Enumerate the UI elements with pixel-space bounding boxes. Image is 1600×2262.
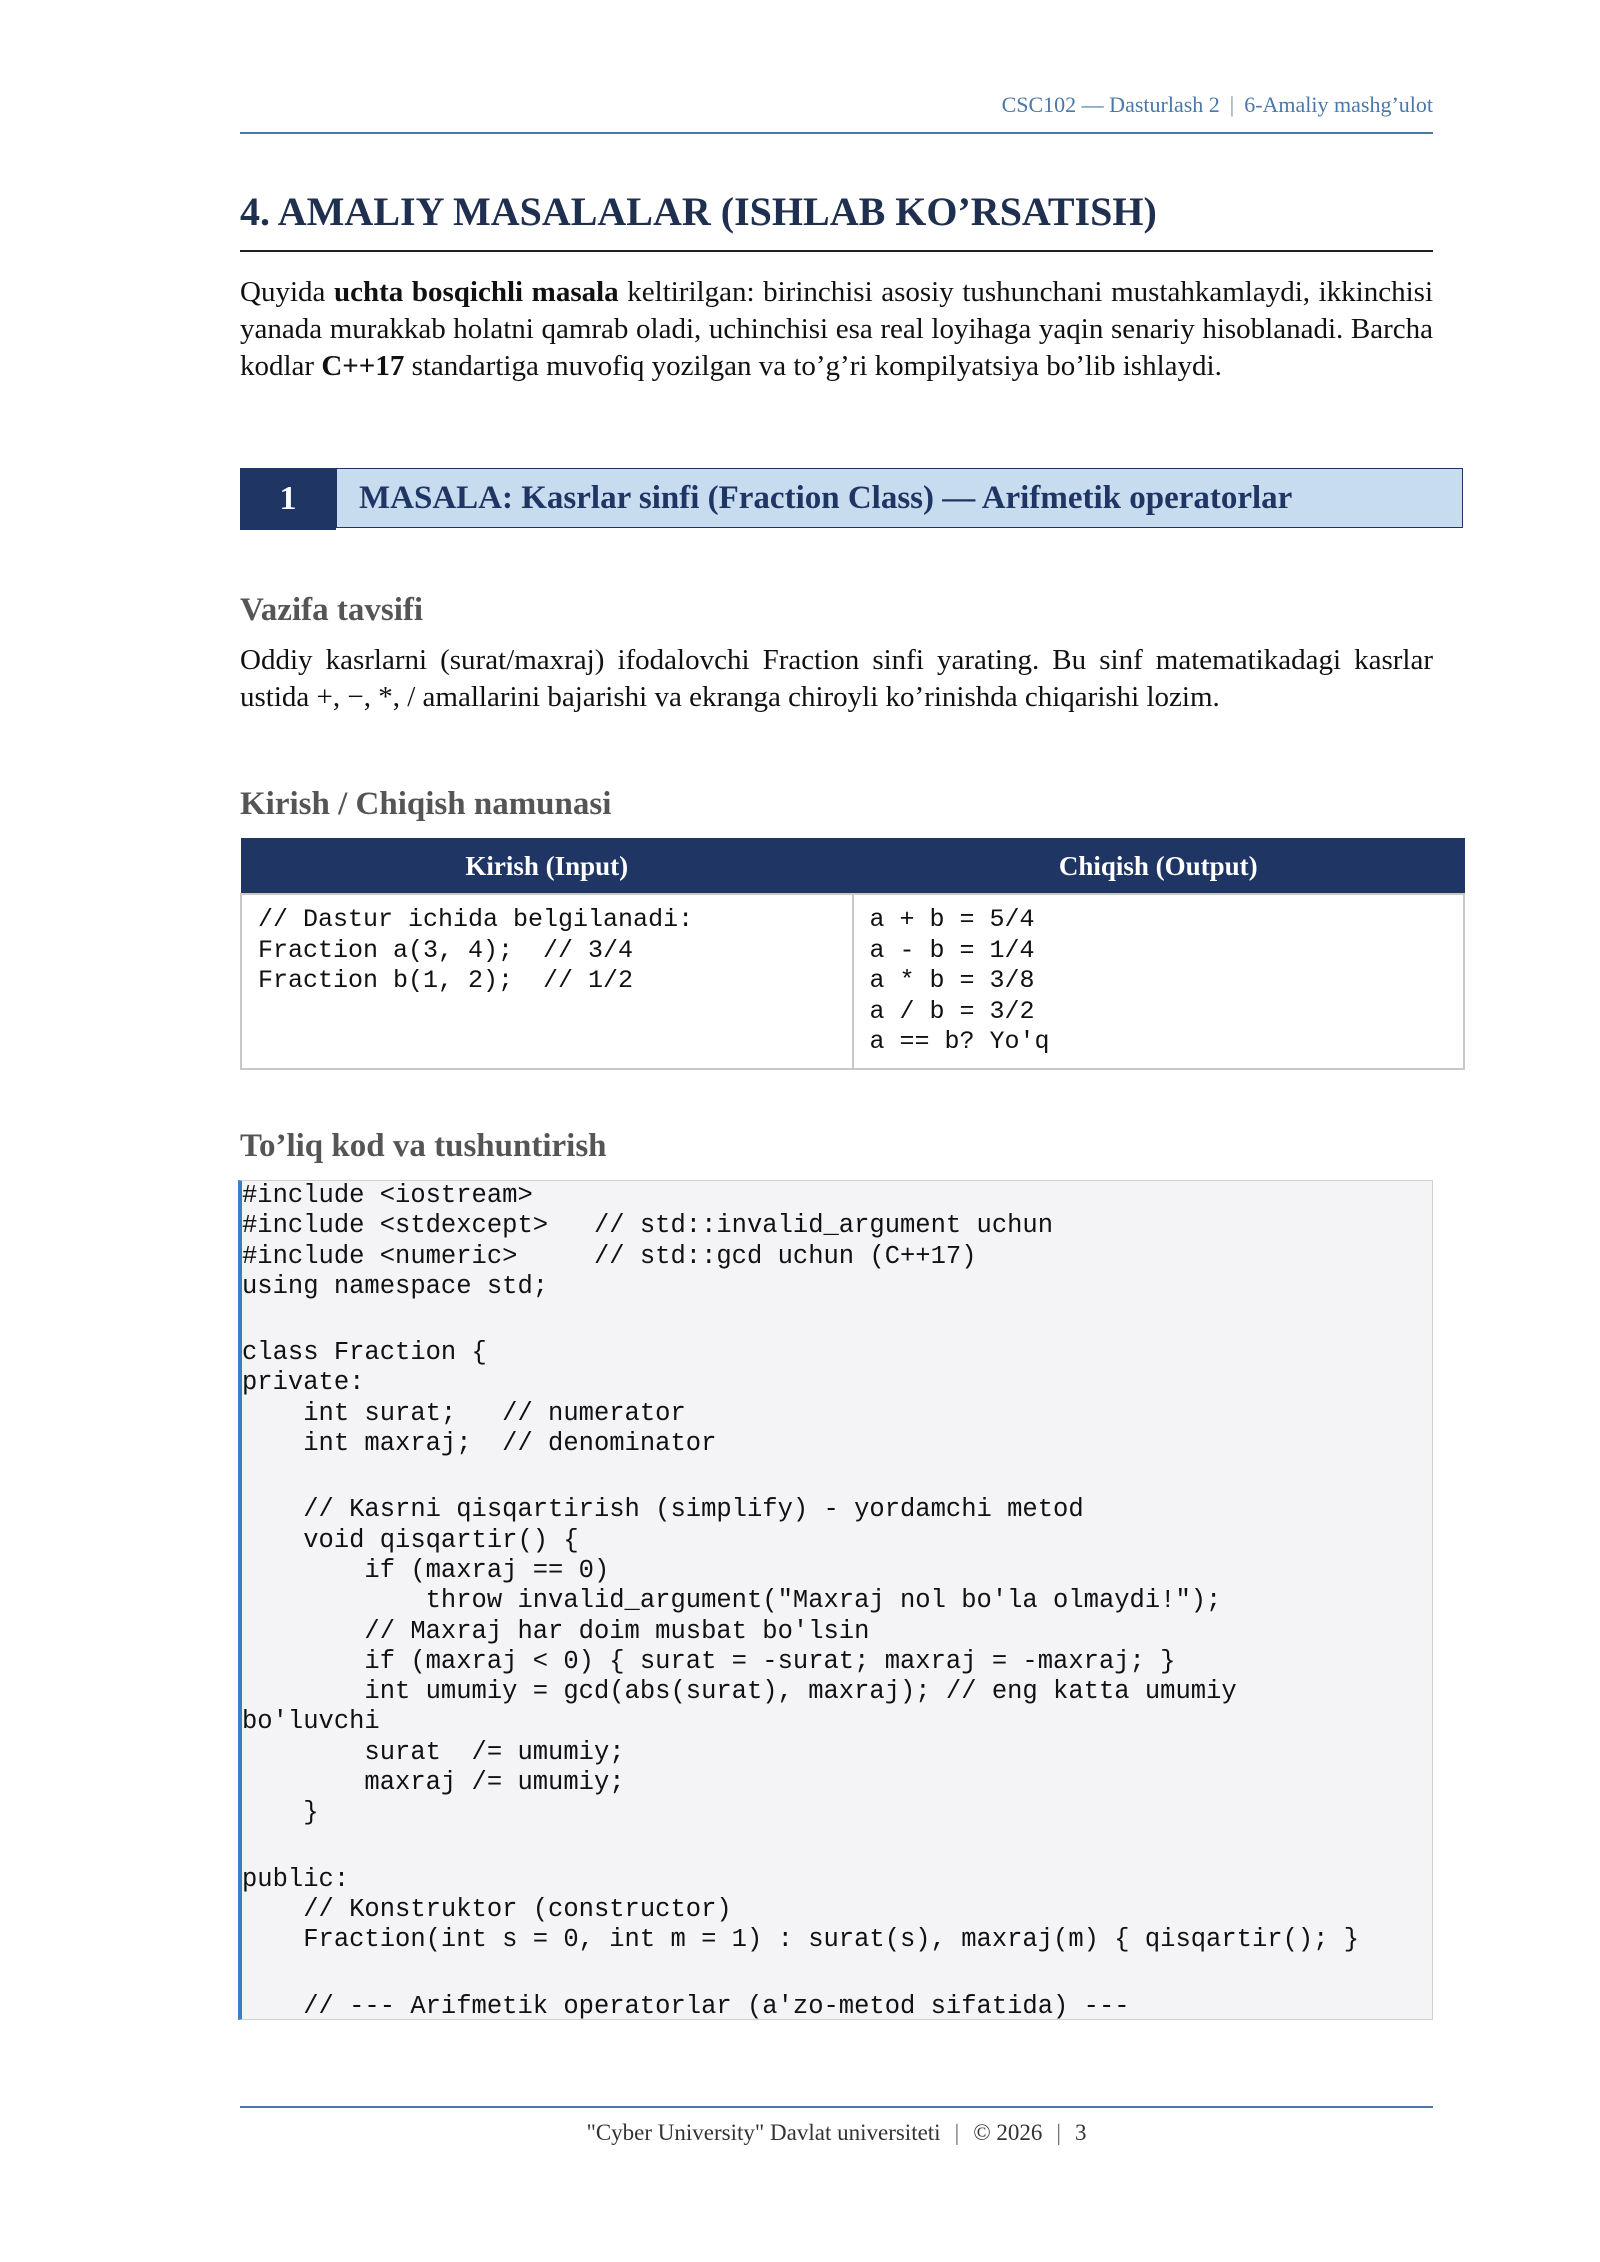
header-rule [240, 132, 1433, 134]
output-code: a + b = 5/4 a - b = 1/4 a * b = 3/8 a / b = 3/2 a == b? Yo'q [869, 905, 1050, 1056]
code-line: // Konstruktor (constructor) [242, 1894, 732, 1924]
footer-university: "Cyber University" Davlat universiteti [586, 2120, 941, 2145]
intro-bold-1: uchta bosqichli masala [333, 276, 619, 308]
code-block [242, 1181, 1432, 2020]
code-line: // Maxraj har doim musbat bo'lsin [242, 1616, 870, 1646]
running-header [240, 92, 1433, 118]
intro-text-2: keltirilgan: birinchisi asosiy tushunchani mustahkamlaydi, ikkinchisi yanada murakkab holatni qamrab oladi, uchinchisi esa real loyihaga yaqin senariy hisoblanadi. Barcha kodlar [240, 276, 1433, 382]
footer-separator: | [954, 2120, 960, 2145]
page-number: 3 [1075, 2120, 1087, 2145]
code-line: void qisqartir() { [242, 1525, 579, 1555]
page-footer [240, 2120, 1433, 2146]
code-line: // --- Arifmetik operatorlar (a'zo-metod sifatida) --- [242, 1991, 1130, 2020]
footer-rule [240, 2106, 1433, 2108]
code-listing [238, 1180, 1433, 2020]
code-line: #include <numeric> // std::gcd uchun (C++17) [242, 1241, 977, 1271]
io-sample-table [240, 838, 1465, 1070]
code-line [242, 1956, 1432, 1992]
io-table-row [241, 894, 1464, 1069]
header-separator: | [1229, 92, 1235, 117]
code-line: using namespace std; [242, 1271, 549, 1301]
full-code-heading: To’liq kod va tushuntirish [240, 1128, 607, 1164]
intro-bold-2: C++17 [321, 350, 405, 382]
output-cell [853, 894, 1465, 1069]
io-table-header-row [241, 839, 1464, 895]
code-line: #include <stdexcept> // std::invalid_argument uchun [242, 1211, 1054, 1241]
code-line [242, 1302, 1432, 1338]
course-name: CSC102 — Dasturlash 2 [1001, 92, 1220, 117]
code-line: surat /= umumiy; [242, 1737, 625, 1767]
code-line: int surat; // numerator [242, 1398, 686, 1428]
intro-text-3: standartiga muvofiq yozilgan va to’g’ri kompilyatsiya bo’lib ishlaydi. [404, 350, 1222, 382]
task-description-text: Oddiy kasrlarni (surat/maxraj) ifodalovchi Fraction sinfi yarating. Bu sinf matematikadagi kasrlar ustida +, −, *, / amallarini bajarishi va ekranga chiroyli ko’rinishda chiqarishi lozim. [240, 644, 1433, 713]
code-line: if (maxraj < 0) { surat = -surat; maxraj = -maxraj; } [242, 1646, 1176, 1676]
section-title: 4. AMALIY MASALALAR (ISHLAB KO’RSATISH) [240, 189, 1157, 234]
intro-text-1: Quyida [240, 276, 334, 308]
code-line: if (maxraj == 0) [242, 1555, 610, 1585]
code-line: private: [242, 1368, 365, 1398]
code-line: // Kasrni qisqartirish (simplify) - yordamchi metod [242, 1495, 1084, 1525]
code-line: } [242, 1798, 319, 1828]
code-line: Fraction(int s = 0, int m = 1) : surat(s), maxraj(m) { qisqartir(); } [242, 1925, 1360, 1955]
code-line: class Fraction { [242, 1338, 487, 1368]
code-line: maxraj /= umumiy; [242, 1768, 625, 1798]
intro-paragraph [240, 274, 1433, 385]
input-code: // Dastur ichida belgilanadi: Fraction a(3, 4); // 3/4 Fraction b(1, 2); // 1/2 [258, 905, 694, 995]
code-line [242, 1459, 1432, 1495]
footer-separator: | [1056, 2120, 1062, 2145]
io-sample-heading: Kirish / Chiqish namunasi [240, 786, 612, 822]
code-line: int umumiy = gcd(abs(surat), maxraj); // eng katta umumiy [242, 1677, 1237, 1707]
input-column-header: Kirish (Input) [241, 839, 853, 895]
code-line [242, 1829, 1432, 1865]
code-line: throw invalid_argument("Maxraj nol bo'la olmaydi!"); [242, 1586, 1222, 1616]
task-banner [240, 468, 1465, 530]
footer-copyright: © 2026 [973, 2120, 1043, 2145]
output-column-header: Chiqish (Output) [853, 839, 1465, 895]
lesson-name: 6-Amaliy mashg’ulot [1244, 92, 1433, 117]
task-number: 1 [240, 468, 336, 530]
task-description-heading: Vazifa tavsifi [240, 592, 424, 628]
input-cell [241, 894, 853, 1069]
task-title: MASALA: Kasrlar sinfi (Fraction Class) — Arifmetik operatorlar [336, 468, 1463, 528]
code-line: int maxraj; // denominator [242, 1429, 717, 1459]
code-line: bo'luvchi [242, 1707, 380, 1737]
section-title-rule [240, 250, 1433, 252]
code-line: public: [242, 1864, 350, 1894]
code-line: #include <iostream> [242, 1181, 533, 1210]
